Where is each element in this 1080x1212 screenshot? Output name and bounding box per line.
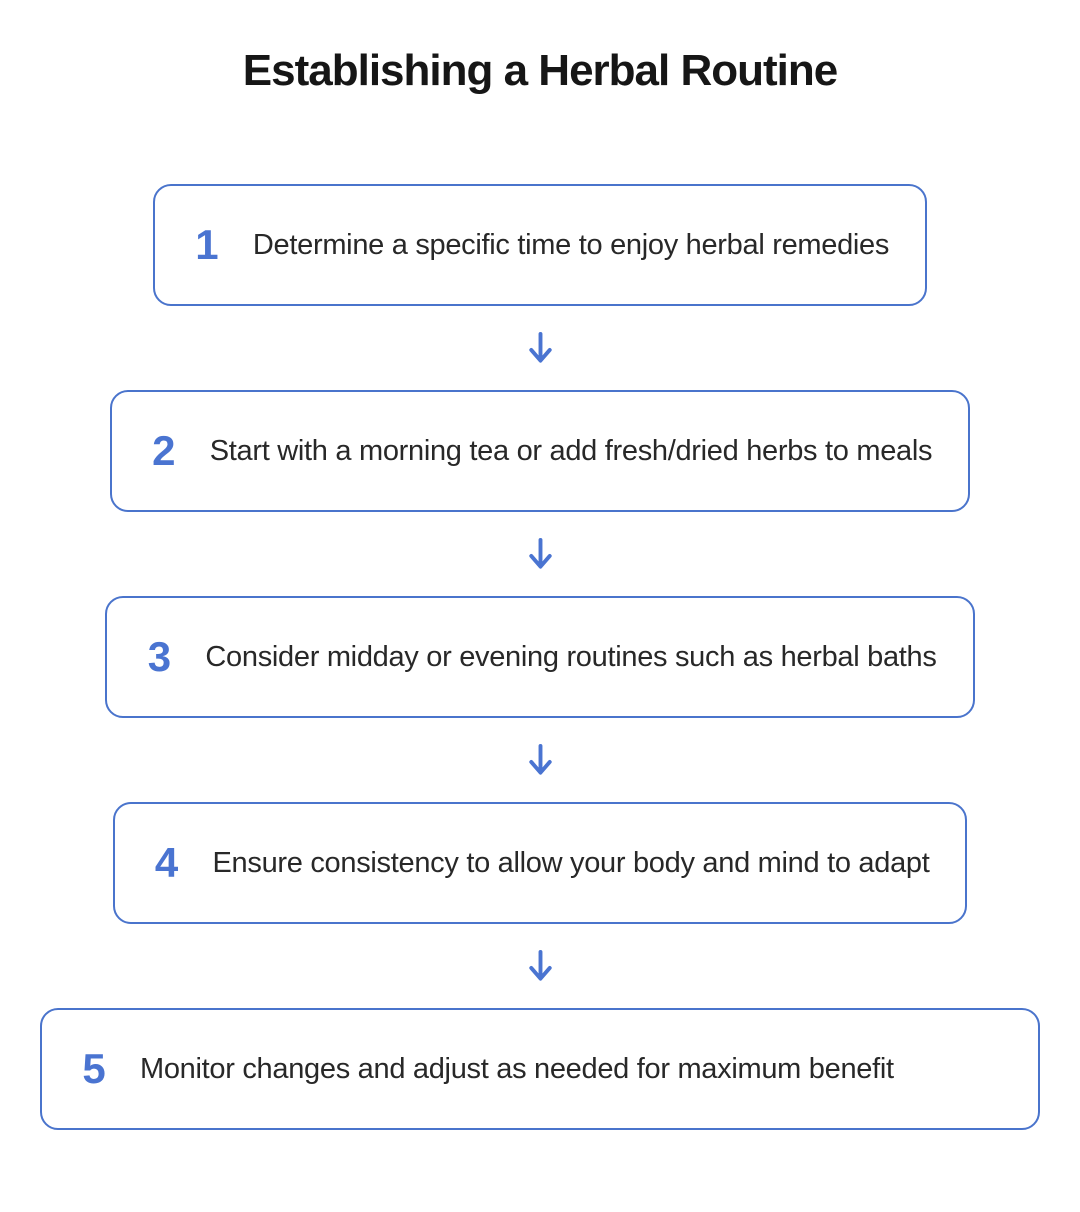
step-number: 3: [147, 633, 172, 680]
flow-step-1: [153, 184, 927, 306]
connector-gap: [527, 718, 554, 802]
flow-step-5: [40, 1008, 1040, 1130]
down-arrow-icon: [527, 949, 554, 984]
flow-step-3: [105, 596, 974, 718]
step-number: 5: [82, 1045, 106, 1092]
step-text: Start with a morning tea or add fresh/dried herbs to meals: [209, 435, 933, 467]
down-arrow-icon: [527, 743, 554, 778]
step-number: 1: [195, 221, 219, 268]
step-number: 4: [154, 839, 179, 886]
step-number: 2: [152, 427, 176, 474]
connector-gap: [527, 512, 554, 596]
flow-step-4: [113, 802, 968, 924]
down-arrow-icon: [527, 331, 554, 366]
step-text: Determine a specific time to enjoy herbal remedies: [252, 229, 890, 261]
step-text: Ensure consistency to allow your body and mind to adapt: [212, 847, 930, 879]
connector-gap: [527, 924, 554, 1008]
step-text: Consider midday or evening routines such as herbal baths: [205, 641, 937, 673]
flow-step-2: [110, 390, 970, 512]
flowchart: [0, 184, 1080, 1130]
step-text: Monitor changes and adjust as needed for maximum benefit: [140, 1053, 894, 1085]
page-title: Establishing a Herbal Routine: [242, 46, 838, 95]
down-arrow-icon: [527, 537, 554, 572]
connector-gap: [527, 306, 554, 390]
